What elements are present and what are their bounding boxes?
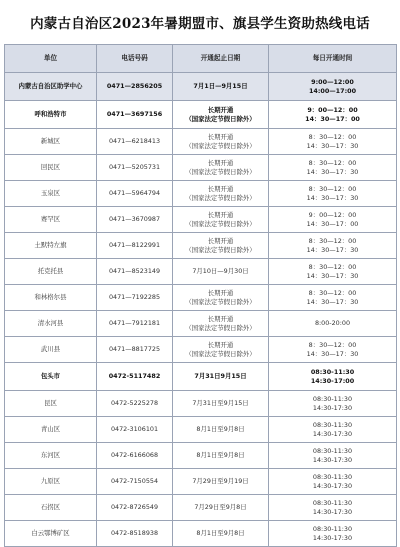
hours-line: 14:30-17:30 <box>312 533 353 542</box>
table-row <box>5 417 397 443</box>
dates-line: （国家法定节假日除外） <box>185 323 256 332</box>
dates-cell <box>173 207 269 233</box>
table-row <box>5 207 397 233</box>
dates-line: 8月1日至9月8日 <box>196 529 245 537</box>
dates-line: 8月1日至9月8日 <box>196 425 245 433</box>
header-dates: 开通起止日期 <box>173 45 269 73</box>
dates-line: 7月31日9月15日 <box>194 372 247 380</box>
hours-cell <box>269 155 397 181</box>
table-row <box>5 101 397 129</box>
hours-line: 8：30—12：00 <box>308 184 357 193</box>
hours-line: 14:30-17:30 <box>312 481 353 490</box>
dates-cell <box>173 155 269 181</box>
phone-cell: 0471—5964794 <box>97 181 173 207</box>
hours-line: 8：30—12：00 <box>308 262 357 271</box>
hours-line: 14:30-17:30 <box>312 403 353 412</box>
hours-cell <box>269 207 397 233</box>
phone-cell: 0471—8523149 <box>97 259 173 285</box>
hours-cell <box>269 181 397 207</box>
unit-cell: 昆区 <box>5 391 97 417</box>
phone-cell: 0471—7912181 <box>97 311 173 337</box>
dates-line: 8月1日至9月8日 <box>196 451 245 459</box>
hours-line: 08:30-11:30 <box>312 446 353 455</box>
table-row <box>5 521 397 547</box>
hours-line: 9：00—12：00 <box>308 210 357 219</box>
hours-line: 08:30-11:30 <box>312 524 353 533</box>
dates-line: （国家法定节假日除外） <box>185 349 256 358</box>
dates-cell <box>173 363 269 391</box>
unit-cell: 青山区 <box>5 417 97 443</box>
dates-line: 7月29日至9月19日 <box>192 477 249 485</box>
hours-line: 14：30—17：30 <box>306 297 359 306</box>
dates-line: 长期开通 <box>207 288 234 297</box>
unit-cell: 武川县 <box>5 337 97 363</box>
dates-line: 7月10日—9月30日 <box>192 267 249 275</box>
hours-line: 14:30-17:30 <box>312 455 353 464</box>
hours-cell <box>269 443 397 469</box>
dates-cell <box>173 129 269 155</box>
hours-cell <box>269 233 397 259</box>
dates-cell <box>173 101 269 129</box>
hours-cell <box>269 285 397 311</box>
unit-cell: 托克托县 <box>5 259 97 285</box>
hours-line: 9：00—12：00 <box>307 105 358 114</box>
dates-line: 长期开通 <box>207 236 234 245</box>
hours-cell <box>269 469 397 495</box>
phone-cell: 0471—8122991 <box>97 233 173 259</box>
dates-line: （国家法定节假日除外） <box>185 141 256 150</box>
phone-cell: 0471—8817725 <box>97 337 173 363</box>
hours-line: 14：30—17：30 <box>306 349 359 358</box>
table-header-row <box>5 45 397 73</box>
hours-cell <box>269 73 397 101</box>
hotline-table <box>4 44 397 547</box>
unit-cell: 东河区 <box>5 443 97 469</box>
dates-line: （国家法定节假日除外） <box>185 114 256 123</box>
hours-line: 8：30—12：00 <box>308 288 357 297</box>
unit-cell: 玉泉区 <box>5 181 97 207</box>
dates-cell <box>173 443 269 469</box>
hours-line: 08:30-11:30 <box>312 498 353 507</box>
hours-line: 14:00—17:00 <box>308 86 357 95</box>
dates-cell <box>173 259 269 285</box>
dates-cell <box>173 181 269 207</box>
unit-cell: 石拐区 <box>5 495 97 521</box>
dates-line: 7月31日至9月15日 <box>192 399 249 407</box>
phone-cell: 0471—3670987 <box>97 207 173 233</box>
phone-cell: 0472-6166068 <box>97 443 173 469</box>
dates-line: （国家法定节假日除外） <box>185 167 256 176</box>
hours-cell <box>269 129 397 155</box>
dates-line: （国家法定节假日除外） <box>185 193 256 202</box>
unit-cell: 九原区 <box>5 469 97 495</box>
hours-cell <box>269 521 397 547</box>
unit-cell: 包头市 <box>5 363 97 391</box>
table-row <box>5 233 397 259</box>
hours-cell <box>269 363 397 391</box>
header-unit: 单位 <box>5 45 97 73</box>
phone-cell: 0472-3106101 <box>97 417 173 443</box>
dates-cell <box>173 495 269 521</box>
unit-cell: 土默特左旗 <box>5 233 97 259</box>
hours-line: 8：30—12：00 <box>308 132 357 141</box>
hours-line: 14：30—17：30 <box>306 193 359 202</box>
table-row <box>5 495 397 521</box>
dates-line: 长期开通 <box>207 132 234 141</box>
dates-line: 7月1日—9月15日 <box>193 82 248 90</box>
hours-line: 08:30-11:30 <box>312 394 353 403</box>
hours-cell <box>269 337 397 363</box>
table-row <box>5 181 397 207</box>
hours-cell <box>269 101 397 129</box>
phone-cell: 0471—7192285 <box>97 285 173 311</box>
hours-cell <box>269 311 397 337</box>
phone-cell: 0471—5205731 <box>97 155 173 181</box>
phone-cell: 0471—3697156 <box>97 101 173 129</box>
dates-cell <box>173 521 269 547</box>
phone-cell: 0472-7150554 <box>97 469 173 495</box>
unit-cell: 回民区 <box>5 155 97 181</box>
phone-cell: 0471—6218413 <box>97 129 173 155</box>
unit-cell: 赛罕区 <box>5 207 97 233</box>
dates-line: （国家法定节假日除外） <box>185 245 256 254</box>
hours-line: 14:30-17:30 <box>312 507 353 516</box>
dates-cell <box>173 285 269 311</box>
dates-line: （国家法定节假日除外） <box>185 297 256 306</box>
dates-line: 长期开通 <box>207 340 234 349</box>
unit-cell: 和林格尔县 <box>5 285 97 311</box>
dates-line: 长期开通 <box>207 105 234 114</box>
header-hours: 每日开通时间 <box>269 45 397 73</box>
page-title: 内蒙古自治区2023年暑期盟市、旗县学生资助热线电话 <box>30 16 370 32</box>
dates-cell <box>173 469 269 495</box>
dates-cell <box>173 311 269 337</box>
hours-line: 14：30—17：30 <box>306 245 359 254</box>
table-row <box>5 259 397 285</box>
hours-cell <box>269 495 397 521</box>
table-row <box>5 129 397 155</box>
hours-line: 14：30—17：00 <box>306 219 359 228</box>
dates-cell <box>173 337 269 363</box>
unit-cell: 白云鄂博矿区 <box>5 521 97 547</box>
dates-line: 长期开通 <box>207 158 234 167</box>
table-row <box>5 443 397 469</box>
hours-line: 14：30—17：30 <box>306 141 359 150</box>
hours-line: 08:30-11:30 <box>312 420 353 429</box>
unit-cell: 新城区 <box>5 129 97 155</box>
hours-line: 08:30-11:30 <box>310 367 355 376</box>
unit-cell: 内蒙古自治区助学中心 <box>5 73 97 101</box>
phone-cell: 0472-8726549 <box>97 495 173 521</box>
table-row <box>5 469 397 495</box>
hours-line: 14:30-17:00 <box>310 376 355 385</box>
dates-line: 长期开通 <box>207 210 234 219</box>
table-row <box>5 73 397 101</box>
table-row <box>5 311 397 337</box>
hours-line: 14：30—17：30 <box>306 167 359 176</box>
phone-cell: 0472-5117482 <box>97 363 173 391</box>
hours-line: 08:30-11:30 <box>312 472 353 481</box>
dates-cell <box>173 417 269 443</box>
hours-line: 8：30—12：00 <box>308 236 357 245</box>
hours-line: 8:00-20:00 <box>314 319 351 327</box>
dates-line: 长期开通 <box>207 184 234 193</box>
header-phone: 电话号码 <box>97 45 173 73</box>
hours-line: 8：30—12：00 <box>308 158 357 167</box>
dates-cell <box>173 233 269 259</box>
table-row <box>5 155 397 181</box>
dates-cell <box>173 391 269 417</box>
unit-cell: 清水河县 <box>5 311 97 337</box>
hours-cell <box>269 259 397 285</box>
hours-line: 14：30—17：00 <box>305 114 360 123</box>
table-row <box>5 363 397 391</box>
phone-cell: 0471—2856205 <box>97 73 173 101</box>
hours-line: 8：30—12：00 <box>308 340 357 349</box>
table-row <box>5 337 397 363</box>
table-body <box>5 73 397 547</box>
unit-cell: 呼和浩特市 <box>5 101 97 129</box>
hours-line: 14：30—17：30 <box>306 271 359 280</box>
dates-cell <box>173 73 269 101</box>
table-row <box>5 285 397 311</box>
hours-cell <box>269 417 397 443</box>
table-row <box>5 391 397 417</box>
hours-line: 14:30-17:30 <box>312 429 353 438</box>
hours-line: 9:00—12:00 <box>311 77 354 86</box>
dates-line: 7月29日至9月8日 <box>194 503 247 511</box>
hours-cell <box>269 391 397 417</box>
dates-line: （国家法定节假日除外） <box>185 219 256 228</box>
dates-line: 长期开通 <box>207 314 234 323</box>
phone-cell: 0472-5225278 <box>97 391 173 417</box>
phone-cell: 0472-8518938 <box>97 521 173 547</box>
